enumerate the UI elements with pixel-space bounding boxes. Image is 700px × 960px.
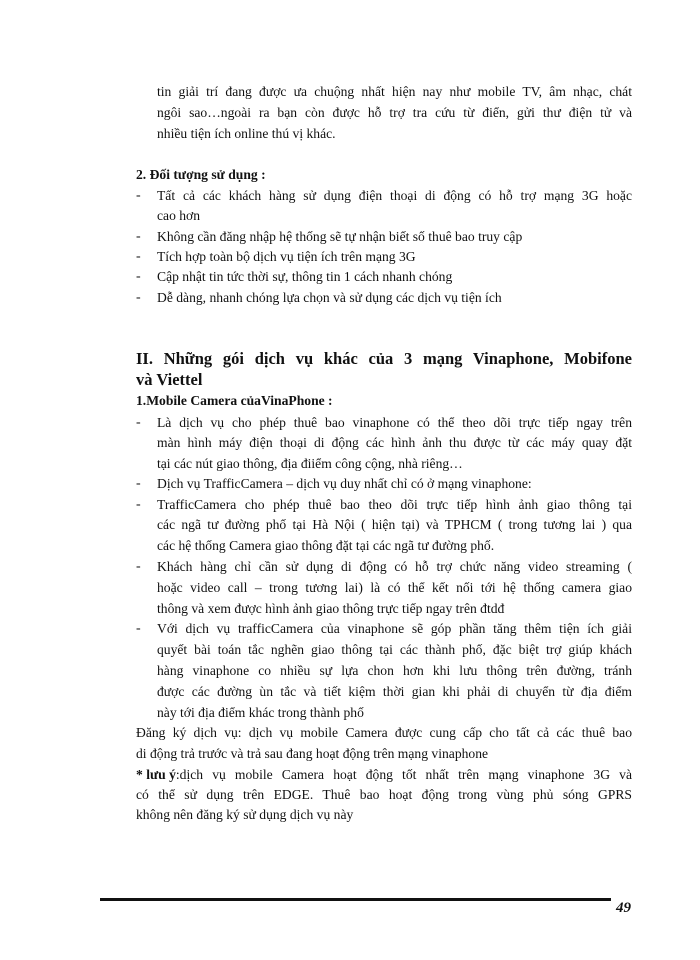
bullet-dash: - [136,249,141,264]
sub-heading-mobile-camera: 1.Mobile Camera củaVinaPhone : [136,393,333,408]
bullet-dash: - [136,290,141,305]
bullet-dash: - [136,559,141,574]
footer-rule [100,898,611,901]
section-heading-target-users: 2. Đối tượng sử dụng : [136,167,266,182]
list-item-line: hoặc video call – trong tương lai) là có thể kết nối tới hệ thống camera giao [157,580,632,595]
page-number: 49 [616,900,631,916]
note-line-2: có thể sử dụng trên EDGE. Thuê bao hoạt động trong vùng phủ sóng GPRS [136,787,632,802]
bullet-dash: - [136,269,141,284]
registration-line-1: Đăng ký dịch vụ: dịch vụ mobile Camera được cung cấp cho tất cả các thuê bao [136,725,632,740]
bullet-dash: - [136,476,141,491]
list-item-line: Dịch vụ TrafficCamera – dịch vụ duy nhất chỉ có ở mạng vinaphone: [157,476,532,491]
list-item-line: tại các nút giao thông, địa điiểm công cộng, nhà riêng… [157,456,463,471]
note-label: * lưu ý [136,767,176,782]
bullet-dash: - [136,188,141,203]
list-item-line: các ngã tư đường phố tại Hà Nội ( hiện tại) và TPHCM ( trong tương lai ) qua [157,517,632,532]
list-item-line: màn hình máy điện thoại di động các hình ảnh thu được từ các máy quay đặt [157,435,632,450]
list-item-line: cao hơn [157,208,201,223]
note-line-1 [136,766,632,784]
list-item-line: thông và xem được hình ảnh giao thông trực tiếp ngay trên đtdđ [157,601,505,616]
section-heading-other-packages: II. Những gói dịch vụ khác của 3 mạng Vinaphone, Mobifone [136,349,632,368]
bullet-dash: - [136,229,141,244]
bullet-dash: - [136,497,141,512]
list-item-line: Là dịch vụ cho phép thuê bao vinaphone có thể theo dõi trực tiếp ngay trên [157,415,632,430]
intro-line-3: nhiều tiện ích online thú vị khác. [157,126,336,141]
list-item-line: này tới địa điểm khác trong thành phố [157,705,364,720]
bullet-dash: - [136,621,141,636]
list-item-line: Với dịch vụ trafficCamera của vinaphone sẽ góp phần tăng thêm tiện ích giải [157,621,632,636]
intro-line-2: ngôi sao…ngoài ra bạn còn được hỗ trợ tra cứu từ điển, gửi thư điện tử và [157,105,632,120]
list-item-line: TrafficCamera cho phép thuê bao theo dõi trực tiếp hình ảnh giao thông tại [157,497,632,512]
list-item-line: các hệ thống Camera giao thông đặt tại các ngã tư đường phố. [157,538,495,553]
list-item-line: Tích hợp toàn bộ dịch vụ tiện ích trên mạng 3G [157,249,416,264]
list-item-line: Khách hàng chỉ cần sử dụng di động có hỗ trợ chức năng video streaming ( [157,559,632,574]
list-item-line: được các đường ùn tắc và tiết kiệm thời gian khi phải di chuyển từ địa điểm [157,684,632,699]
list-item-line: hàng vinaphone co nhiều sự lựa chon hơn khi lưu thông trên đường, tránh [157,663,632,678]
note-line-3: không nên đăng ký sử dụng dịch vụ này [136,807,354,822]
section-heading-other-packages-line-2: và Viettel [136,370,203,389]
intro-line-1: tin giải trí đang được ưa chuộng nhất hiện nay như mobile TV, âm nhạc, chát [157,84,632,99]
list-item-line: Không cần đăng nhập hệ thống sẽ tự nhận biết số thuê bao truy cập [157,229,523,244]
list-item-line: quyết bài toán tắc nghẽn giao thông tại các thành phố, đặc biệt trợ giúp khách [157,642,632,657]
note-line-1-text: :dịch vụ mobile Camera hoạt động tốt nhất trên mạng vinaphone 3G và [175,767,632,782]
bullet-dash: - [136,415,141,430]
list-item-line: Tất cả các khách hàng sử dụng điện thoại di động có hỗ trợ mạng 3G hoặc [157,188,632,203]
list-item-line: Cập nhật tin tức thời sự, thông tin 1 cách nhanh chóng [157,269,453,284]
registration-line-2: di động trả trước và trả sau đang hoạt động trên mạng vinaphone [136,746,489,761]
list-item-line: Dễ dàng, nhanh chóng lựa chọn và sử dụng các dịch vụ tiện ích [157,290,502,305]
